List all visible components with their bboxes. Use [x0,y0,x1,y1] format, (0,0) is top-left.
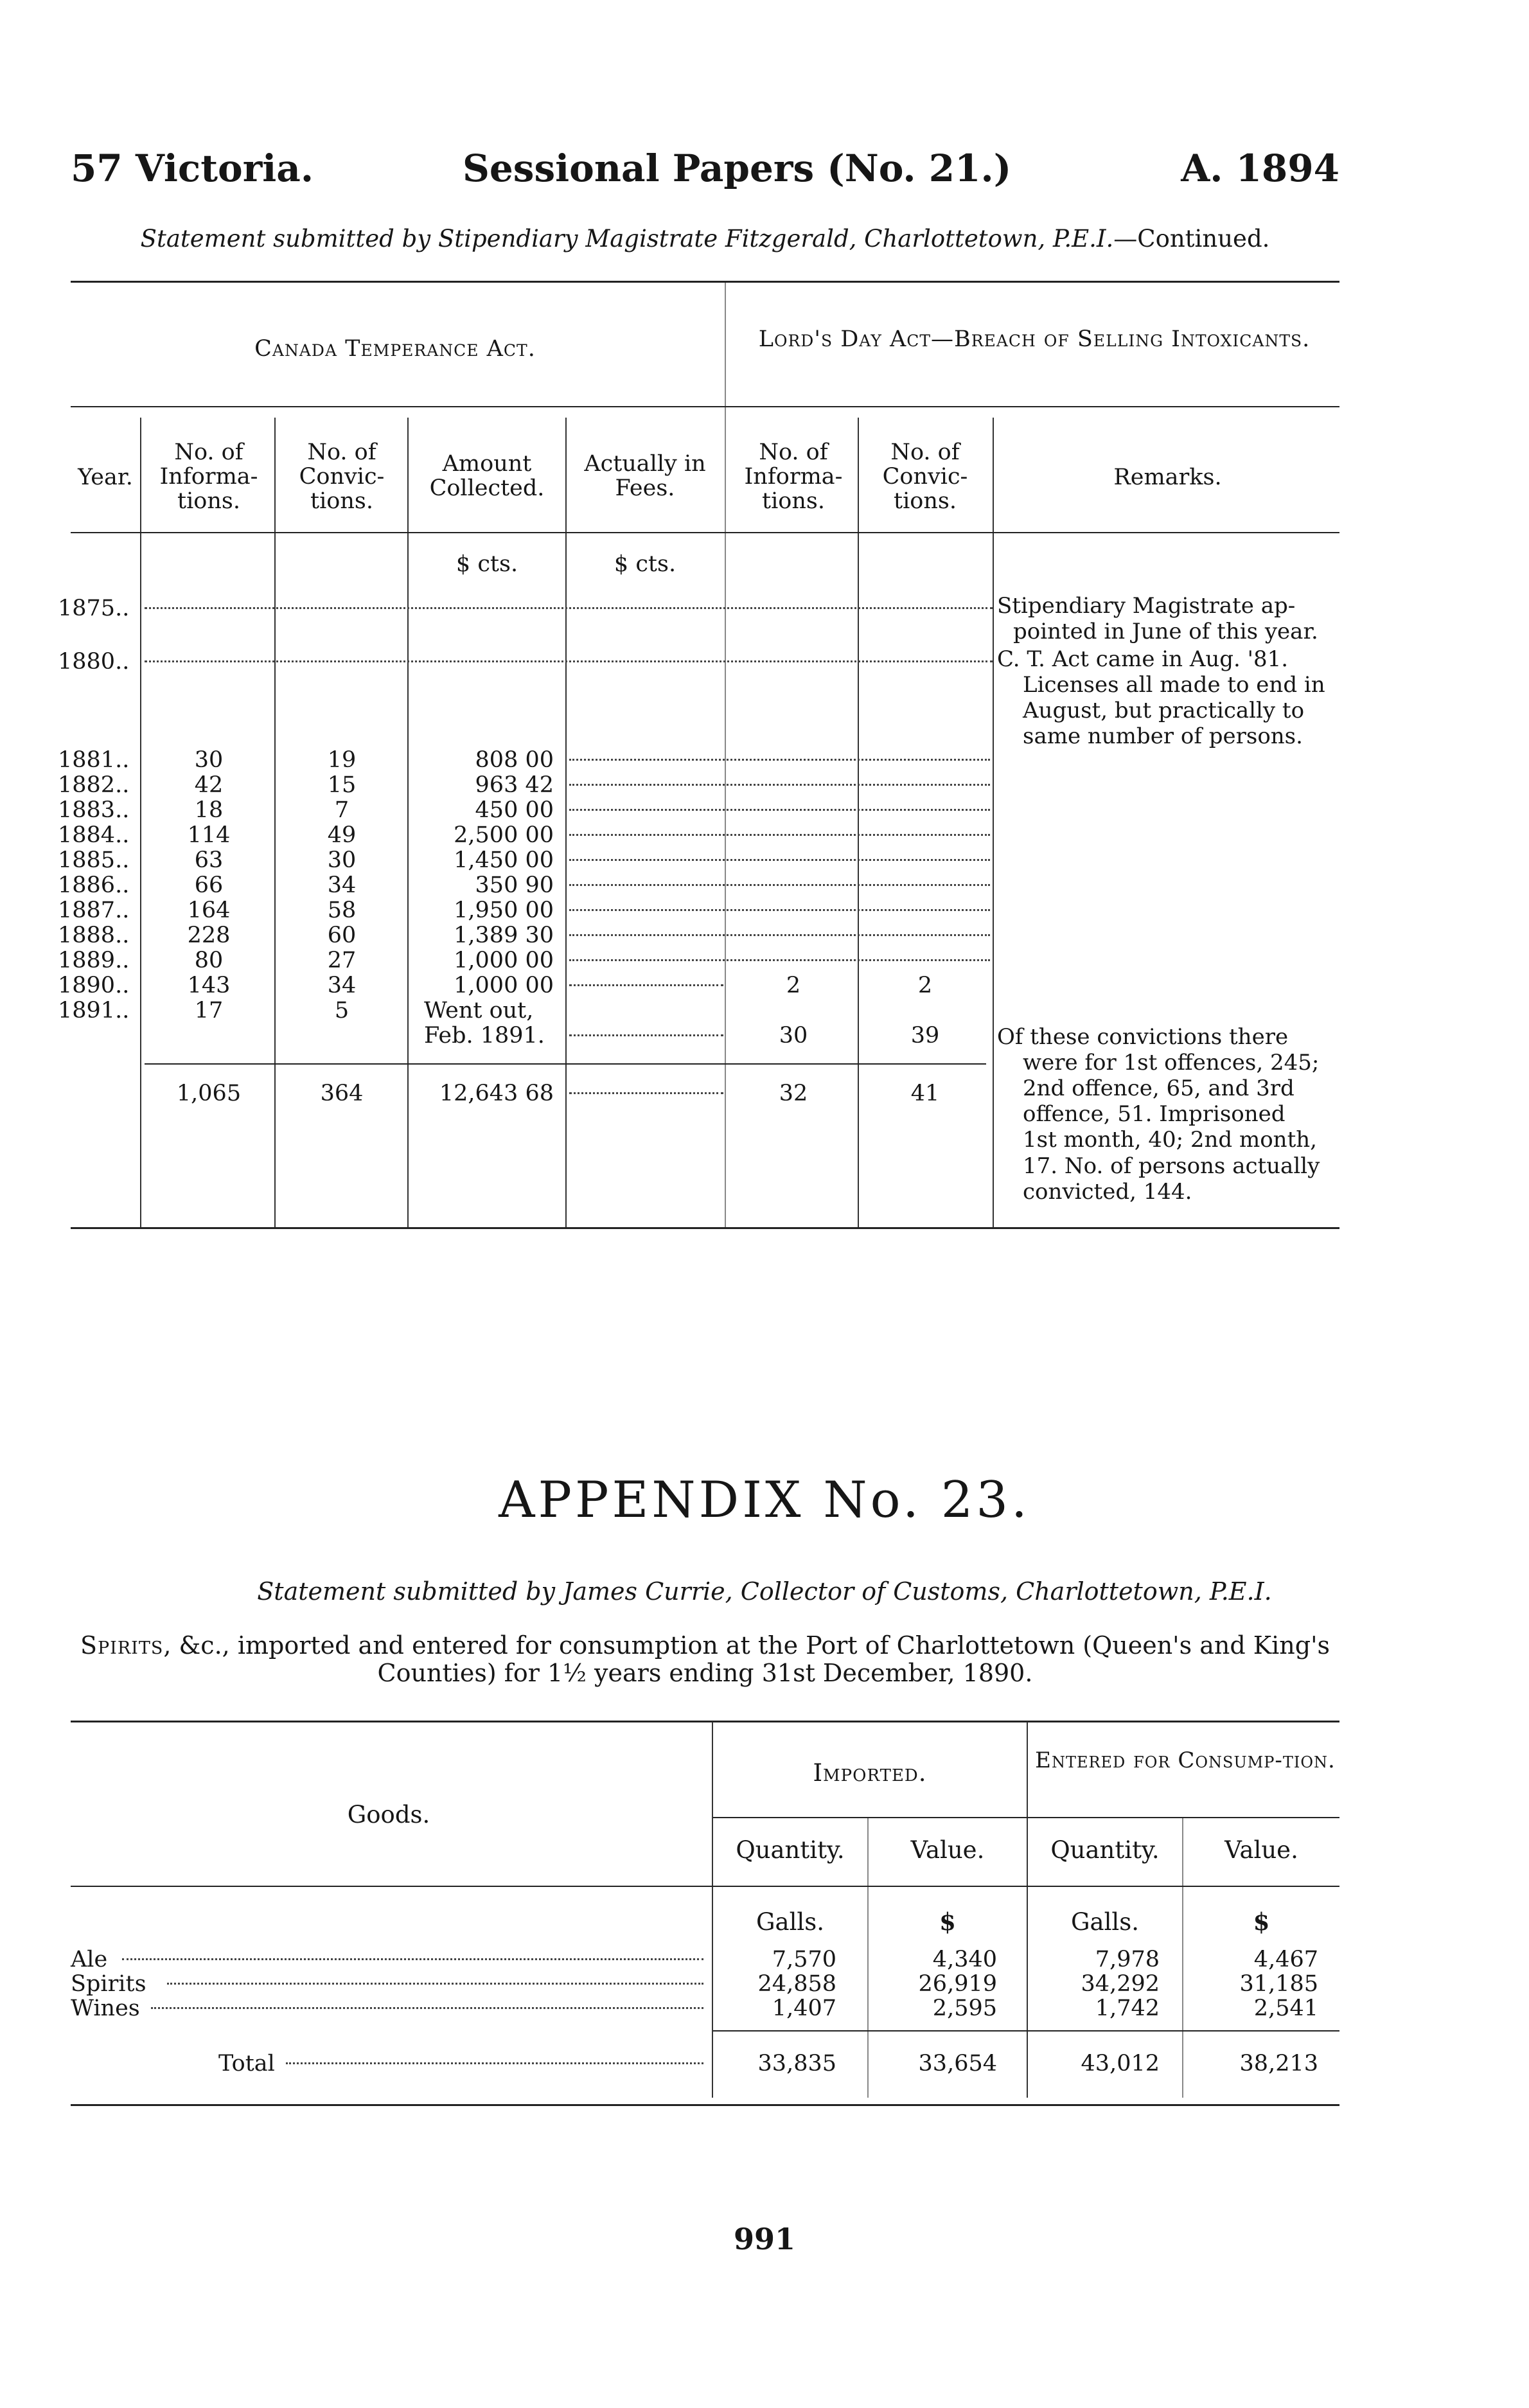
totals-rule [713,2030,1339,2032]
table2-top-rule [71,1721,1339,1722]
appendix-subtitle: Statement submitted by James Currie, Collector of Customs, Charlottetown, P.E.I. [257,1577,1272,1606]
header-center: Sessional Papers (No. 21.) [463,146,1012,190]
statement-subtitle [71,225,1339,252]
remark-1891: Of these convictions there were for 1st offences, 245; 2nd offence, 65, and 3rd offence, 51. Imprisoned 1st month, 40; 2nd month, 17. No. of persons actually convicted, 144. [997,1024,1320,1205]
table-row: 1890.. 143 34 1,000 00 2 2 [58,973,933,998]
group-rule [71,406,1339,407]
imp-quantity-header: Quantity. [736,1836,845,1864]
col-ld-convictions: No. of Convic-tions. [882,439,968,514]
table-row: 1884.. 114 49 2,500 00 [0,822,1529,848]
table-row: 1889.. 80 27 1,000 00 [0,948,1529,973]
table-row: 1886.. 66 34 350 90 [0,872,1529,898]
table-row: 1891.. 17 5 Went out, [58,998,534,1023]
entered-header: Entered for Consump-tion. [1035,1748,1336,1773]
table1-top-rule [71,281,1339,283]
row-year: 1880.. [58,649,130,675]
totals-row: 1,065 364 12,643 68 32 41 [176,1081,940,1106]
table1-bottom-rule [71,1227,1339,1229]
running-header [71,146,1339,211]
header-left: 57 Victoria. [71,146,314,190]
table-row: Wines 1,407 2,595 1,742 2,541 [71,1996,1318,2021]
table2-bottom-rule [71,2104,1339,2106]
table-row: Spirits 24,858 26,919 34,292 31,185 [71,1971,1318,1997]
group-canada-temperance: Canada Temperance Act. [254,336,536,362]
totals-row: Total 33,835 33,654 43,012 38,213 [218,2051,1318,2076]
table-row: Feb. 1891. 30 39 [424,1023,940,1049]
table-row: 1888.. 228 60 1,389 30 [0,923,1529,948]
appendix-title: APPENDIX No. 23. [499,1471,1030,1529]
col-remarks: Remarks. [1113,465,1222,490]
row-year: 1875.. [58,596,130,621]
ent-value-header: Value. [1224,1836,1298,1864]
col-ld-informations: No. of Informa-tions. [744,439,843,514]
unit-dollar: $ [1253,1908,1270,1936]
table-row: 1881.. 30 19 808 00 [0,747,1529,773]
table-row: 1885.. 63 30 1,450 00 [0,847,1529,873]
col-informations: No. of Informa-tions. [159,439,258,514]
header-right: A. 1894 [1181,146,1339,190]
appendix-description: Spirits, &c., imported and entered for consumption at the Port of Charlottetown (Queen's and King's Counties) for 1½ years ending 31st December, 1890. [80,1631,1330,1687]
unit-dollar: $ [939,1908,956,1936]
subtitle-continued: —Continued. [1113,225,1270,252]
table-row: 1887.. 164 58 1,950 00 [0,898,1529,923]
group-lords-day: Lord's Day Act—Breach of Selling Intoxicants. [758,326,1311,352]
table-row: 1883.. 18 7 450 00 [0,797,1529,823]
totals-rule [145,1063,986,1065]
subtitle-italic: Statement submitted by Stipendiary Magistrate Fitzgerald, Charlottetown, P.E.I. [140,225,1114,252]
goods-header: Goods. [347,1801,430,1828]
ent-quantity-header: Quantity. [1050,1836,1160,1864]
col-fees: Actually in Fees. [584,451,706,501]
imported-header: Imported. [813,1759,927,1787]
page-number: 991 [733,2222,796,2256]
col-amount: Amount Collected. [429,451,545,501]
table-row: Ale 7,570 4,340 7,978 4,467 [71,1947,1318,1972]
table-row: 1882.. 42 15 963 42 [0,772,1529,798]
unit-galls: Galls. [756,1908,825,1936]
col-year: Year. [78,465,133,490]
imp-value-header: Value. [910,1836,985,1864]
header-bottom-rule [71,532,1339,533]
col-convictions: No. of Convic-tions. [299,439,385,514]
subheader-rule [713,1817,1339,1818]
unit-galls: Galls. [1070,1908,1140,1936]
remark-1880: C. T. Act came in Aug. '81. Licenses all made to end in August, but practically to same number of persons. [997,646,1325,750]
header-bottom-rule [71,1886,1339,1887]
remark-1875: Stipendiary Magistrate ap- pointed in June of this year. [997,593,1318,645]
fees-unit: $ cts. [614,551,676,577]
amount-unit: $ cts. [455,551,518,577]
